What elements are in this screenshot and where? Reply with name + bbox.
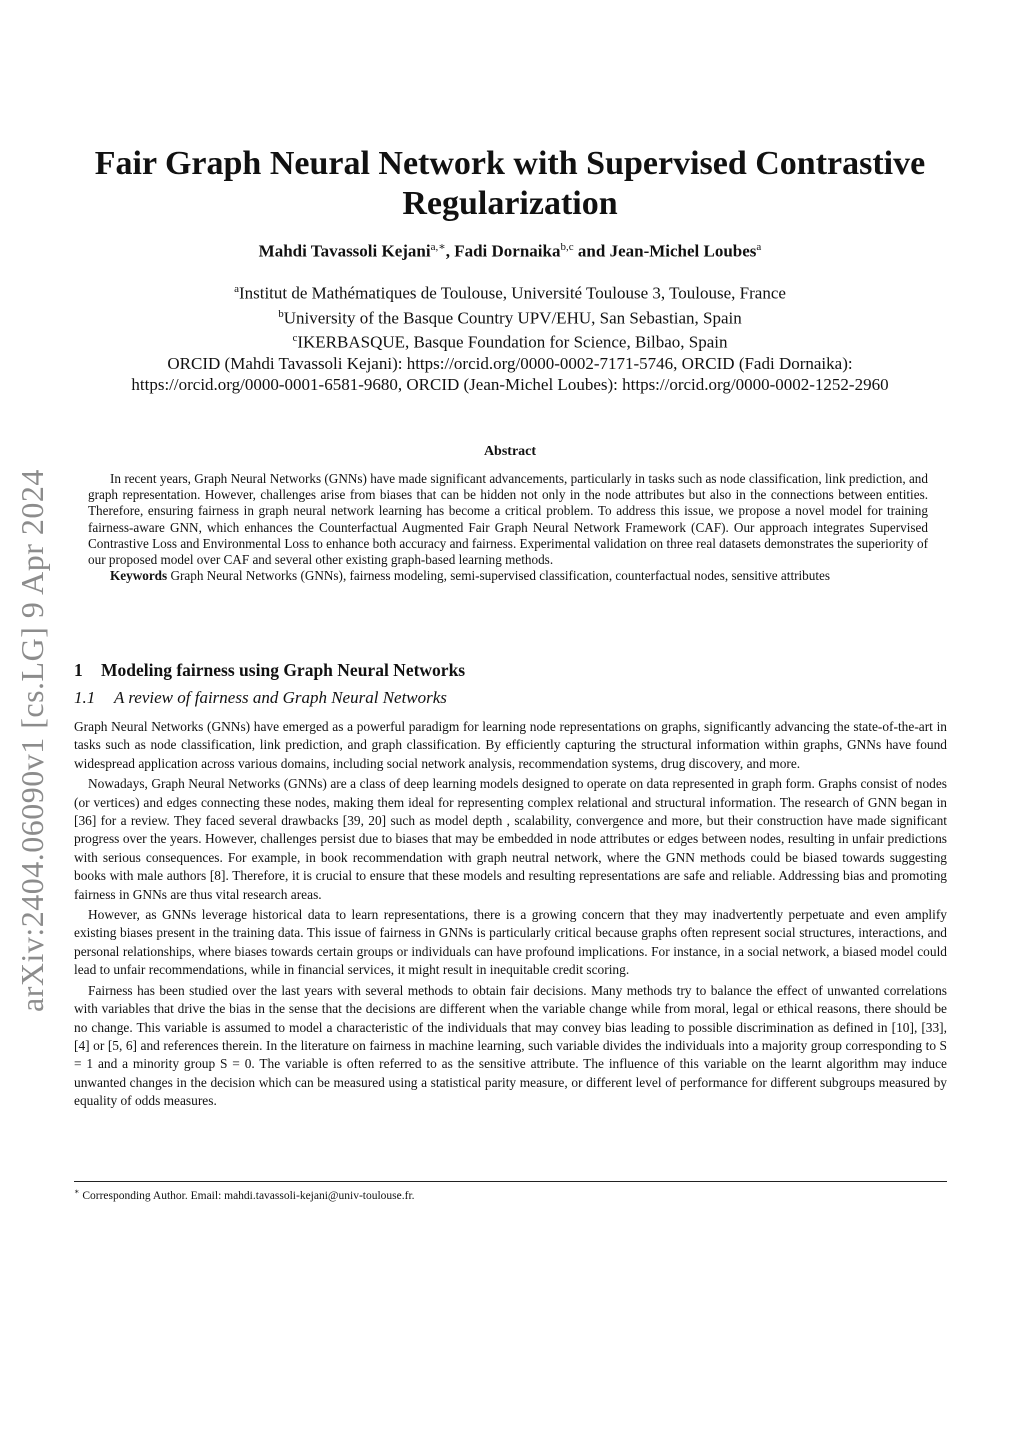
body-paragraph: Fairness has been studied over the last years with several methods to obtain fair decisions. Many methods try to balance the effect of unwanted correlations with variables that drive the bias in the sense that the decisions are different when the variable change while from moral, legal or ethical reasons, there should be no change. This variable is assumed to model a characteristic of the individuals that may convey bias leading to possible discrimination as defined in [10], [33], [4] or [5, 6] and references therein. In the literature on fairness in machine learning, such variable divides the individuals into a majority group corresponding to S = 1 and a minority group S = 0. The variable is often referred to as the sensitive attribute. The influence of this variable on the learnt algorithm may induce unwanted changes in the decision which can be measured using a statistical parity measure, or different level of performance for different subgroups measured by equality of odds measures. <box>74 982 947 1109</box>
section-body <box>74 718 947 1113</box>
keywords <box>88 568 928 584</box>
affiliation-marker: a <box>234 283 239 295</box>
author-affiliation-marker: b,c <box>560 241 574 253</box>
subsection-title: A review of fairness and Graph Neural Networks <box>114 688 447 707</box>
affiliation-marker: c <box>292 332 298 345</box>
affiliations <box>70 279 950 395</box>
author-name: Fadi Dornaika <box>454 241 561 261</box>
arxiv-identifier-stamp: arXiv:2404.06090v1 [cs.LG] 9 Apr 2024 <box>14 469 50 1012</box>
abstract-body <box>88 471 928 584</box>
keywords-label: Keywords <box>110 568 168 584</box>
body-paragraph: Graph Neural Networks (GNNs) have emerged as a powerful paradigm for learning node representations on graphs, significantly advancing the state-of-the-art in tasks such as node classification, link prediction, and graph classification. By efficiently capturing the structural information within graphs, GNNs have found widespread application across various domains, including social network analysis, recommendation systems, drug discovery, and more. <box>74 719 947 771</box>
footnote-marker: ∗ <box>74 1187 80 1196</box>
paper-title: Fair Graph Neural Network with Supervised Contrastive Regularization <box>94 145 926 222</box>
author-list <box>70 240 950 262</box>
affiliation-line <box>70 279 950 304</box>
author-affiliation-marker: a,∗ <box>430 241 446 253</box>
section-number: 1 <box>74 660 83 680</box>
body-paragraph: However, as GNNs leverage historical data to learn representations, there is a growing concern that they may inadvertently perpetuate and even amplify existing biases present in the training data. This issue of fairness in GNNs is particularly critical because graphs often represent social structures, interactions, and personal relationships, where biases towards certain groups or individuals can have profound implications. For instance, in a social network, a biased model could lead to unfair recommendations, while in financial services, it might result in inequitable credit scoring. <box>74 907 947 978</box>
footnote-divider <box>74 1181 947 1182</box>
affiliation-line <box>70 328 950 353</box>
author-name: Jean-Michel Loubes <box>609 241 757 261</box>
author-separator: , <box>445 241 455 261</box>
affiliation-text: IKERBASQUE, Basque Foundation for Science, Bilbao, Spain <box>297 332 728 352</box>
body-paragraph: Nowadays, Graph Neural Networks (GNNs) are a class of deep learning models designed to operate on data represented in graph form. Graphs consist of nodes (or vertices) and edges connecting these nodes, making them ideal for representing complex relational and structural information. The research of GNN began in [36] for a review. They faced several drawbacks [39, 20] such as model depth , scalability, convergence and more, but their construction have made significant progress over the years. However, challenges persist due to biases that may be embedded in node attributes or edges between nodes, resulting in unfair predictions with serious consequences. For example, in book recommendation with graph neutral network, where the GNN methods could be biased towards suggesting books with male authors [8]. Therefore, it is crucial to ensure that these models and resulting representations are safe and reliable. Addressing bias and promoting fairness in GNNs are thus vital research areas. <box>74 776 947 902</box>
author-affiliation-marker: a <box>756 241 762 253</box>
orcid-line: ORCID (Mahdi Tavassoli Kejani): https://orcid.org/0000-0002-7171-5746, ORCID (Fadi Dornaika): <box>167 353 853 373</box>
subsection-number: 1.1 <box>74 688 96 707</box>
footnote-text: Corresponding Author. Email: mahdi.tavassoli-kejani@univ-toulouse.fr. <box>82 1189 415 1202</box>
keywords-text: Graph Neural Networks (GNNs), fairness modeling, semi-supervised classification, counterfactual nodes, sensitive attributes <box>170 568 831 584</box>
section-title: Modeling fairness using Graph Neural Networks <box>101 660 466 680</box>
footnote <box>74 1187 947 1202</box>
author-name: Mahdi Tavassoli Kejani <box>258 241 431 261</box>
abstract-heading: Abstract <box>483 444 537 459</box>
author-separator: and <box>573 241 610 261</box>
affiliation-line <box>70 304 950 329</box>
section-heading <box>74 660 465 681</box>
abstract-text: In recent years, Graph Neural Networks (GNNs) have made significant advancements, particularly in tasks such as node classification, link prediction, and graph representation. However, challenges arise from biases that can be hidden not only in the node attributes but also in the connections between entities. Therefore, ensuring fairness in graph neural network learning has become a critical problem. To address this issue, we propose a novel model for training fairness-aware GNN, which enhances the Counterfactual Augmented Fair Graph Neural Network Framework (CAF). Our approach integrates Supervised Contrastive Loss and Environmental Loss to enhance both accuracy and fairness. Experimental validation on three real datasets demonstrates the superiority of our proposed model over CAF and several other existing graph-based learning methods. <box>88 471 928 568</box>
orcid-line: https://orcid.org/0000-0001-6581-9680, ORCID (Jean-Michel Loubes): https://orcid.org/0000-0002-1252-2960 <box>131 374 889 394</box>
affiliation-text: Institut de Mathématiques de Toulouse, Université Toulouse 3, Toulouse, France <box>238 283 786 303</box>
subsection-heading <box>74 688 447 708</box>
affiliation-marker: b <box>278 307 284 320</box>
affiliation-text: University of the Basque Country UPV/EHU, San Sebastian, Spain <box>283 308 742 328</box>
